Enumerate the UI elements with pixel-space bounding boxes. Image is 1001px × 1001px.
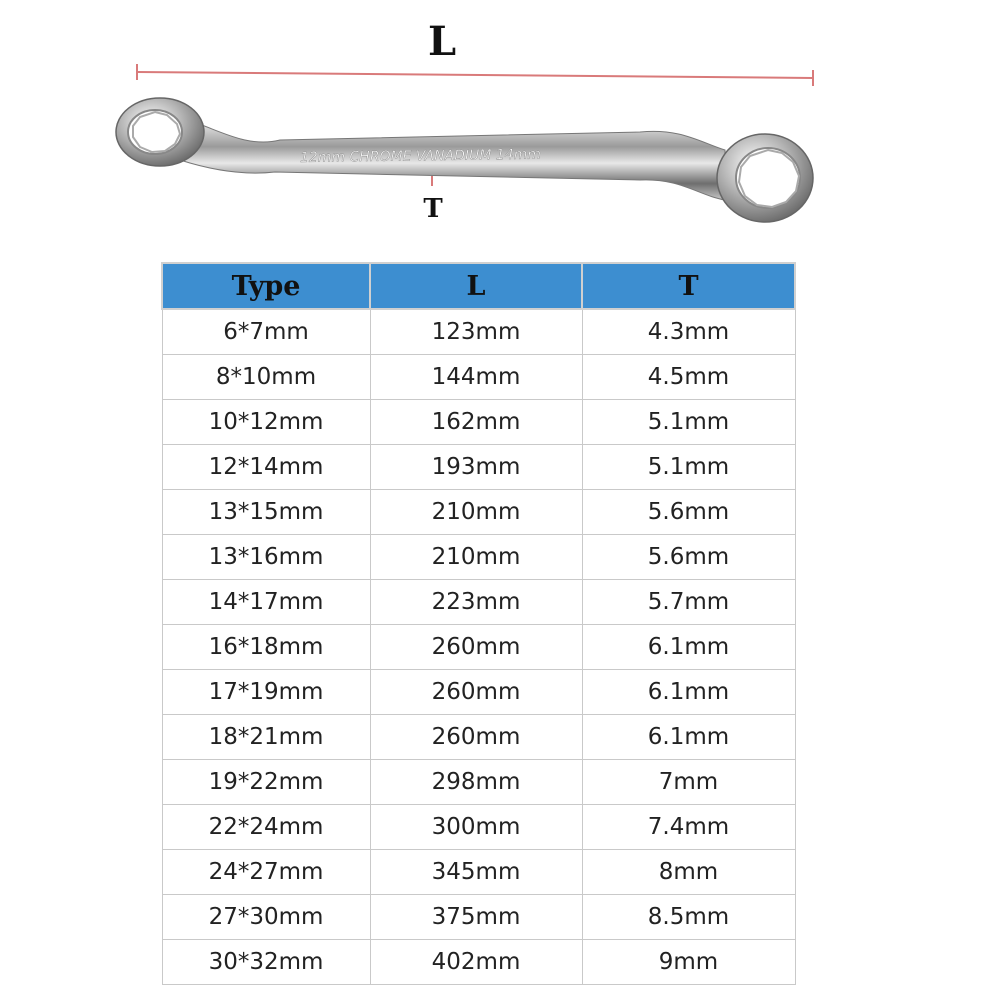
cell-thickness: 4.5mm — [582, 355, 795, 400]
cell-length: 123mm — [370, 309, 582, 355]
cell-length: 162mm — [370, 400, 582, 445]
cell-thickness: 4.3mm — [582, 309, 795, 355]
size-spec-table — [161, 262, 796, 985]
cell-thickness: 5.1mm — [582, 400, 795, 445]
cell-length: 193mm — [370, 445, 582, 490]
cell-type: 19*22mm — [162, 760, 370, 805]
cell-thickness: 5.6mm — [582, 490, 795, 535]
cell-length: 260mm — [370, 715, 582, 760]
table-row — [162, 670, 795, 715]
thickness-label: T — [423, 194, 443, 224]
cell-type: 6*7mm — [162, 309, 370, 355]
table-row — [162, 715, 795, 760]
table-row — [162, 355, 795, 400]
cell-thickness: 5.6mm — [582, 535, 795, 580]
cell-thickness: 6.1mm — [582, 625, 795, 670]
table-row — [162, 850, 795, 895]
cell-length: 300mm — [370, 805, 582, 850]
cell-thickness: 6.1mm — [582, 715, 795, 760]
cell-length: 210mm — [370, 535, 582, 580]
cell-thickness: 6.1mm — [582, 670, 795, 715]
length-dimension-line — [137, 64, 813, 86]
table-row — [162, 535, 795, 580]
cell-type: 27*30mm — [162, 895, 370, 940]
wrench-diagram — [0, 0, 1001, 250]
cell-length: 144mm — [370, 355, 582, 400]
cell-length: 402mm — [370, 940, 582, 985]
cell-thickness: 5.7mm — [582, 580, 795, 625]
table-row — [162, 445, 795, 490]
table-row — [162, 400, 795, 445]
table-row — [162, 805, 795, 850]
table-row — [162, 580, 795, 625]
cell-type: 10*12mm — [162, 400, 370, 445]
cell-thickness: 5.1mm — [582, 445, 795, 490]
table-header-row — [162, 263, 795, 309]
cell-length: 223mm — [370, 580, 582, 625]
cell-thickness: 7mm — [582, 760, 795, 805]
wrench-illustration — [0, 0, 1001, 250]
cell-thickness: 8mm — [582, 850, 795, 895]
cell-thickness: 8.5mm — [582, 895, 795, 940]
cell-type: 12*14mm — [162, 445, 370, 490]
table-row — [162, 760, 795, 805]
table-row — [162, 309, 795, 355]
cell-type: 24*27mm — [162, 850, 370, 895]
cell-type: 14*17mm — [162, 580, 370, 625]
cell-type: 17*19mm — [162, 670, 370, 715]
cell-length: 345mm — [370, 850, 582, 895]
cell-type: 16*18mm — [162, 625, 370, 670]
table-row — [162, 490, 795, 535]
cell-type: 22*24mm — [162, 805, 370, 850]
column-header-length: L — [370, 263, 582, 309]
cell-length: 375mm — [370, 895, 582, 940]
cell-length: 260mm — [370, 670, 582, 715]
wrench-left-box-end — [116, 98, 204, 166]
cell-length: 210mm — [370, 490, 582, 535]
cell-thickness: 9mm — [582, 940, 795, 985]
cell-thickness: 7.4mm — [582, 805, 795, 850]
cell-type: 13*16mm — [162, 535, 370, 580]
cell-type: 13*15mm — [162, 490, 370, 535]
wrench-marking-text: 12mm CHROME VANADIUM 14mm — [299, 146, 542, 166]
cell-length: 298mm — [370, 760, 582, 805]
table-row — [162, 895, 795, 940]
cell-type: 8*10mm — [162, 355, 370, 400]
column-header-type: Type — [162, 263, 370, 309]
wrench-right-box-end — [717, 134, 813, 222]
table-row — [162, 940, 795, 985]
cell-length: 260mm — [370, 625, 582, 670]
cell-type: 18*21mm — [162, 715, 370, 760]
length-label: L — [427, 18, 457, 65]
cell-type: 30*32mm — [162, 940, 370, 985]
table-row — [162, 625, 795, 670]
column-header-thickness: T — [582, 263, 795, 309]
